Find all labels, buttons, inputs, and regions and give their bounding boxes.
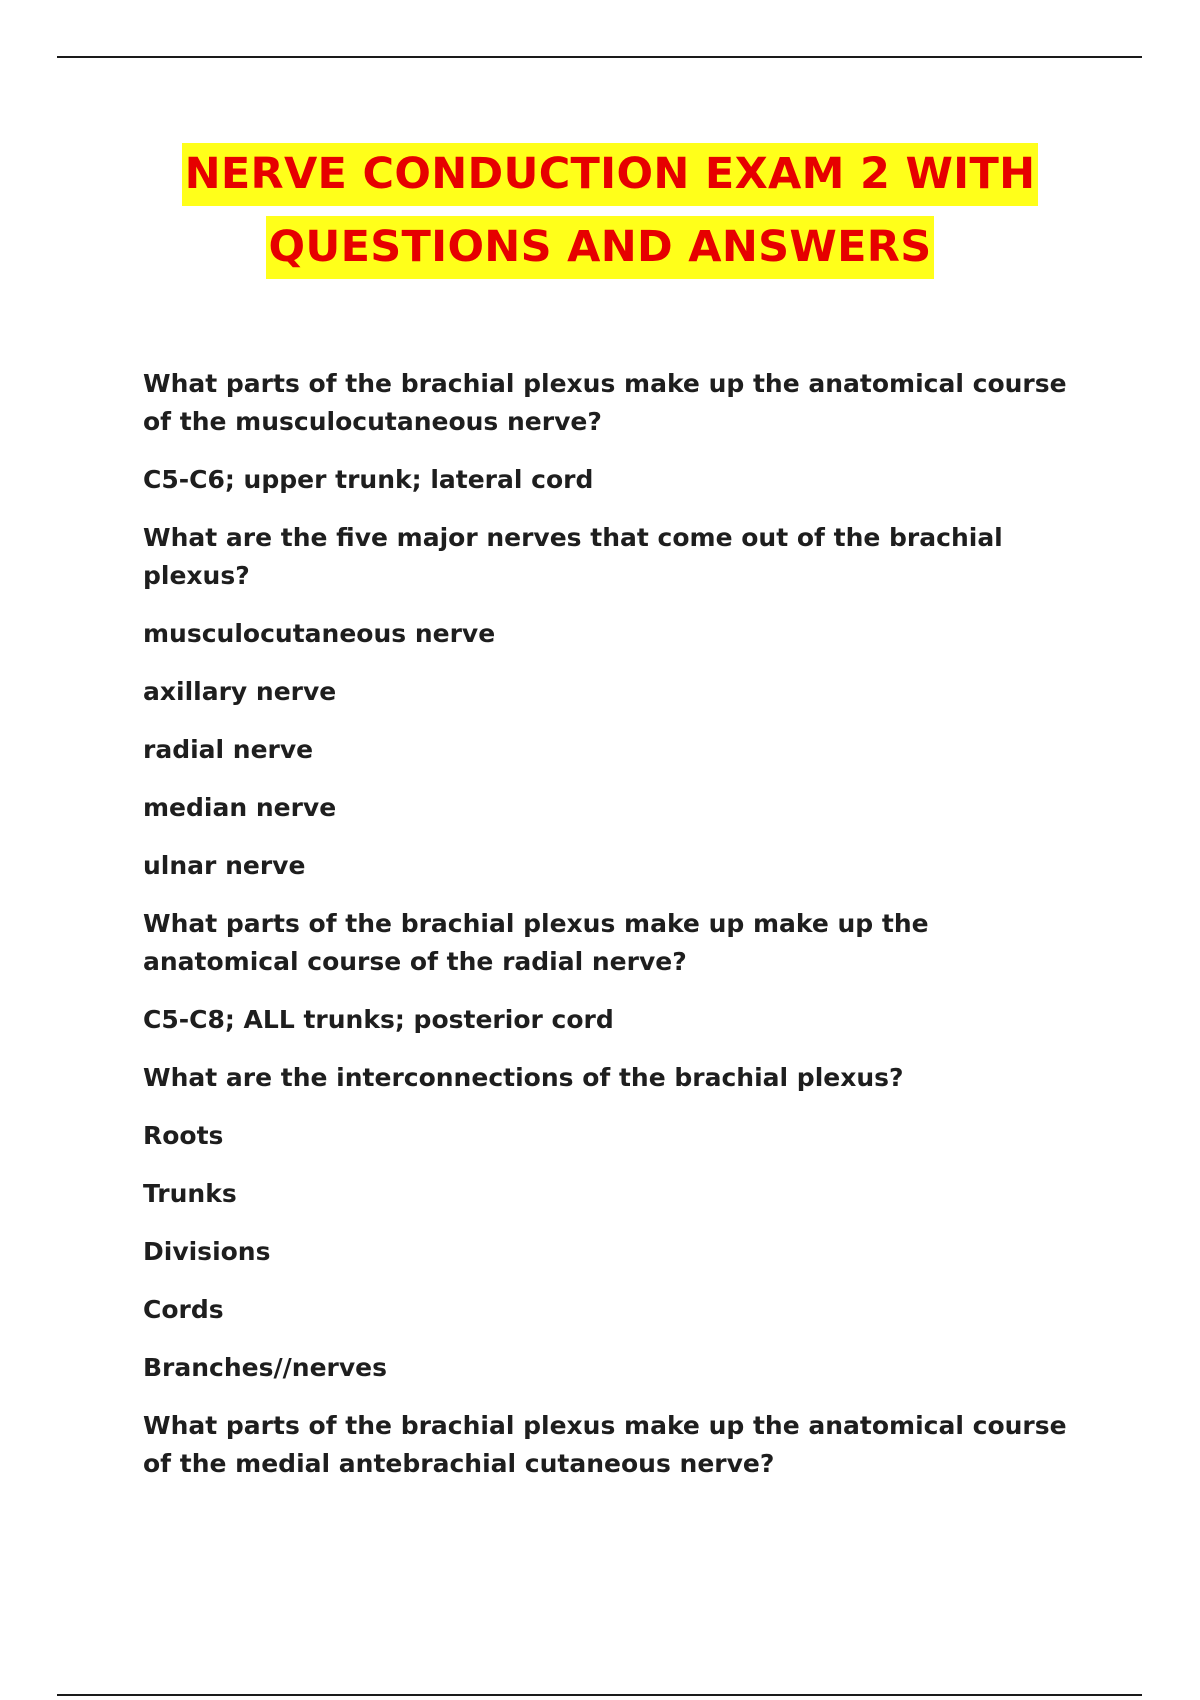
answer-text: musculocutaneous nerve xyxy=(143,619,496,648)
document-body xyxy=(143,365,1083,1503)
question-text: What are the interconnections of the brachial plexus? xyxy=(143,1063,904,1092)
question-text: What parts of the brachial plexus make up the anatomical course of the musculocutaneous nerve? xyxy=(143,369,1067,436)
document-title xyxy=(0,143,1200,279)
answer-text: Trunks xyxy=(143,1179,237,1208)
answer-text: C5-C6; upper trunk; lateral cord xyxy=(143,465,594,494)
answer-text: radial nerve xyxy=(143,735,314,764)
title-line-1: NERVE CONDUCTION EXAM 2 WITH xyxy=(182,143,1039,206)
answer-text: Cords xyxy=(143,1295,224,1324)
title-line-2: QUESTIONS AND ANSWERS xyxy=(266,216,935,279)
question-text: What are the five major nerves that come out of the brachial plexus? xyxy=(143,523,1003,590)
answer-text: C5-C8; ALL trunks; posterior cord xyxy=(143,1005,614,1034)
footer-rule xyxy=(57,1694,1142,1696)
question-text: What parts of the brachial plexus make up make up the anatomical course of the radial nerve? xyxy=(143,909,929,976)
answer-text: Roots xyxy=(143,1121,224,1150)
answer-text: axillary nerve xyxy=(143,677,337,706)
answer-text: Divisions xyxy=(143,1237,271,1266)
answer-text: ulnar nerve xyxy=(143,851,306,880)
answer-text: median nerve xyxy=(143,793,337,822)
header-rule xyxy=(57,56,1142,58)
question-text: What parts of the brachial plexus make up the anatomical course of the medial antebrachial cutaneous nerve? xyxy=(143,1411,1067,1478)
answer-text: Branches//nerves xyxy=(143,1353,387,1382)
